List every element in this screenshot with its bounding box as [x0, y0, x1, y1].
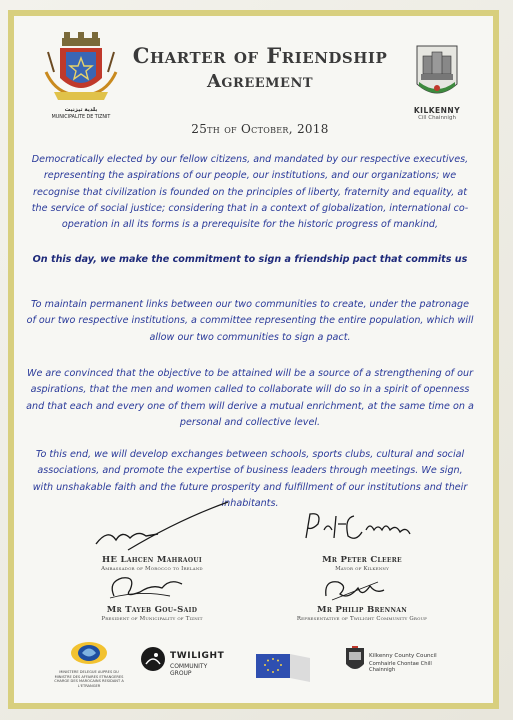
signature-gou-said-image: [100, 568, 210, 608]
title-line-2: Agreement: [206, 71, 314, 92]
signatory-name: Mr Philip Brennan: [317, 605, 407, 615]
signature-mahraoui-image: [88, 500, 238, 560]
signatory-brennan: [282, 605, 442, 622]
tiznit-caption-arabic: بلدية تيزنيت: [64, 107, 98, 113]
kilkenny-county-council-logo: [345, 640, 455, 680]
signatory-name: Mr Peter Cleere: [322, 555, 402, 565]
signature-cleere-image: [298, 508, 438, 556]
ministry-emblem-icon: [52, 640, 126, 666]
signatory-mahraoui: [72, 555, 232, 572]
signatory-name: HE Lahcen Mahraoui: [102, 555, 202, 565]
document-title: [110, 44, 410, 93]
signature-brennan-image: [318, 572, 398, 608]
ministry-caption: MINISTERE DELEGUE AUPRES DU MINISTRE DES AFFAIRES ETRANGERES CHARGE DES MAROCAINS RESIDANT A L'ETRANGER: [54, 670, 124, 688]
kcc-crest-icon: [345, 646, 365, 674]
tiznit-caption-latin: MUNICIPALITE DE TIZNIT: [51, 115, 111, 120]
preamble-paragraph: Democratically elected by our fellow citizens, and mandated by our respective executives, representing the aspirations of our people, our institutions, and our organizations; we recognise that civilization is founded on the principles of liberty, fraternity and equality, at the service of social justice; considering that in a context of globalization, international co-operation in all its forms is a prerequisite for the historic progress of mankind,: [31, 154, 469, 231]
commitment-paragraph: On this day, we make the commitment to sign a friendship pact that commits us: [32, 254, 468, 265]
twilight-name: TWILIGHT: [170, 651, 225, 661]
kcc-name: Kilkenny County Council: [369, 653, 437, 659]
objective-paragraph: We are convinced that the objective to be attained will be a source of a strengthening of our aspirations, that the men and women called to collaborate will do so in a spirit of openness and that each and every one of them will derive a mutual enrichment, at the same time on a personal and collective level.: [26, 368, 474, 428]
eu-flag-icon: [256, 654, 314, 688]
kilkenny-subcaption: Cill Chainnigh: [418, 115, 456, 121]
signatory-gou-said: [72, 605, 232, 622]
kilkenny-crest-icon: [415, 44, 459, 102]
signatory-role: Representative of Twilight Community Group: [296, 616, 428, 622]
kilkenny-caption: KILKENNY: [413, 106, 461, 115]
twilight-moon-icon: [140, 646, 168, 676]
ministry-logo: [52, 640, 126, 688]
document-date: 25th of October, 2018: [191, 122, 329, 136]
twilight-subname: COMMUNITY GROUP: [170, 663, 208, 677]
kcc-irish-name: Comhairle Chontae Chill Chainnigh: [369, 661, 432, 673]
signatory-role: Ambassador of Morocco to Ireland: [101, 566, 203, 572]
eu-flag-logo: [256, 640, 316, 680]
signatory-role: President of Municipality of Tiznit: [101, 616, 203, 622]
signatory-role: Mayor of Kilkenny: [335, 566, 389, 572]
signatory-cleere: [282, 555, 442, 572]
signatory-name: Mr Tayeb Gou-Said: [106, 605, 198, 615]
kilkenny-crest-logo: [402, 44, 472, 144]
twilight-logo: [140, 640, 230, 680]
title-line-1: Charter of Friendship: [132, 43, 388, 68]
exchanges-paragraph: To this end, we will develop exchanges between schools, sports clubs, cultural and social associations, and promote the expertise of business leaders through meetings. We sign, with unshakable faith and the future prosperity and fulfillment of our institutions and their inhabitants.: [32, 449, 468, 509]
links-paragraph: To maintain permanent links between our two communities to create, under the patronage of our two respective institutions, a committee representing the entire population, which will allow our two communities to sign a pact.: [26, 299, 474, 343]
